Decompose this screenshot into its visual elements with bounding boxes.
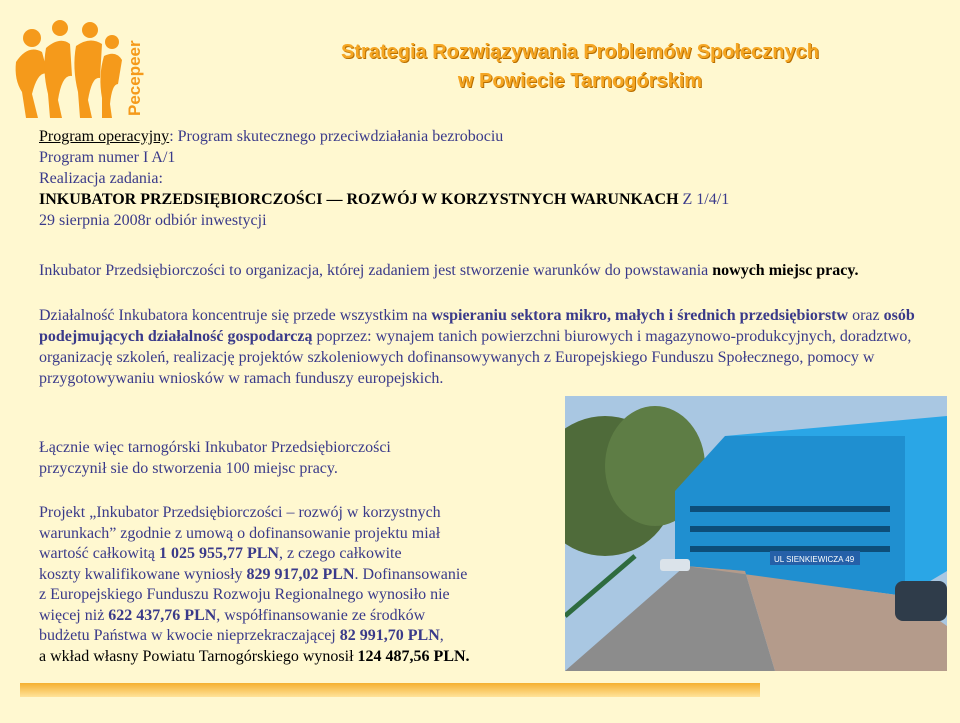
project-line-5: z Europejskiego Funduszu Rozwoju Regionalnego wynosiło nie <box>39 586 450 603</box>
bottom-decorative-bar <box>20 683 760 697</box>
project-line-8 <box>39 647 564 668</box>
project-text: koszty kwalifikowane wyniosły <box>39 565 247 583</box>
building-illustration <box>565 396 947 671</box>
eligible-costs-value: 829 917,02 PLN <box>246 565 355 583</box>
title-line-2: w Powiecie Tarnogórskim <box>457 70 703 92</box>
paragraph-incubator <box>39 260 939 281</box>
activity-bold-1: wspieraniu sektora mikro, małych i średnich przedsiębiorstw <box>431 307 849 324</box>
page-title <box>220 38 940 96</box>
project-text: , z czego całkowite <box>278 545 402 562</box>
title-line-1: Strategia Rozwiązywania Problemów Społecznych <box>341 41 819 63</box>
program-block <box>39 126 939 231</box>
program-line <box>39 126 939 147</box>
project-line-3 <box>39 544 564 565</box>
program-value: : Program skutecznego przeciwdziałania bezrobociu <box>169 128 504 145</box>
total-value: 1 025 955,77 PLN <box>158 545 279 562</box>
pecepeer-wordmark <box>118 36 164 116</box>
activity-text-3: poprzez: wynajem tanich powierzchni biurowych i magazynowo-produkcyjnych, doradztwo, organizację szkoleń, realizację projektów szkoleniowych dofinansowywanych z Europejskiego Funduszu Społecznego, pomocy w przygotowywaniu wniosków w ramach funduszy europejskich. <box>39 328 912 387</box>
program-label: Program operacyjny <box>39 128 170 145</box>
project-line-1: Projekt „Inkubator Przedsiębiorczości – rozwój w korzystnych <box>39 504 441 521</box>
project-text: . Dofinansowanie <box>354 565 468 583</box>
paragraph-activity <box>39 305 929 389</box>
paragraph-bold: nowych miejsc pracy. <box>712 262 859 279</box>
activity-bold-2: osób podejmujących działalność gospodarczą <box>39 307 915 345</box>
jobs-line-2: przyczynił sie do stworzenia 100 miejsc pracy. <box>39 460 338 477</box>
pecepeer-logo <box>8 14 128 122</box>
project-text: , <box>439 627 444 644</box>
erdf-value: 622 437,76 PLN <box>108 606 217 624</box>
project-line-7 <box>39 626 564 647</box>
state-budget-value: 82 991,70 PLN <box>339 627 440 644</box>
paragraph-text: Inkubator Przedsiębiorczości to organizacja, której zadaniem jest stworzenie warunków do powstawania <box>39 262 713 279</box>
activity-text-1: Działalność Inkubatora koncentruje się przede wszystkim na <box>39 307 432 324</box>
project-line-4 <box>39 565 564 586</box>
project-text: więcej niż <box>39 606 109 624</box>
jobs-line-1: Łącznie więc tarnogórski Inkubator Przedsiębiorczości <box>39 439 391 456</box>
task-line <box>39 189 939 210</box>
date-line: 29 sierpnia 2008r odbiór inwestycji <box>39 212 267 229</box>
project-text: wartość całkowitą <box>39 545 159 562</box>
task-code: Z 1/4/1 <box>678 191 730 208</box>
program-number: Program numer I A/1 <box>39 149 176 166</box>
project-text: a wkład własny Powiatu Tarnogórskiego wynosił <box>39 647 358 665</box>
project-text: , współfinansowanie ze środków <box>216 606 426 624</box>
street-sign-text: UL SIENKIEWICZA 49 <box>774 555 855 564</box>
own-contribution-value: 124 487,56 PLN. <box>357 647 470 665</box>
project-line-6 <box>39 606 564 627</box>
project-line-2: warunkach” zgodnie z umową o dofinansowanie projektu miał <box>39 524 441 542</box>
project-text: budżetu Państwa w kwocie nieprzekraczającej <box>39 627 340 644</box>
incubator-building-photo <box>565 396 947 671</box>
realization-label: Realizacja zadania: <box>39 170 163 187</box>
paragraph-project <box>39 503 564 667</box>
svg-text:Pecepeer: Pecepeer <box>125 40 144 116</box>
activity-text-2: oraz <box>848 307 884 324</box>
task-title: INKUBATOR PRZEDSIĘBIORCZOŚCI — ROZWÓJ W KORZYSTNYCH WARUNKACH <box>39 191 679 208</box>
